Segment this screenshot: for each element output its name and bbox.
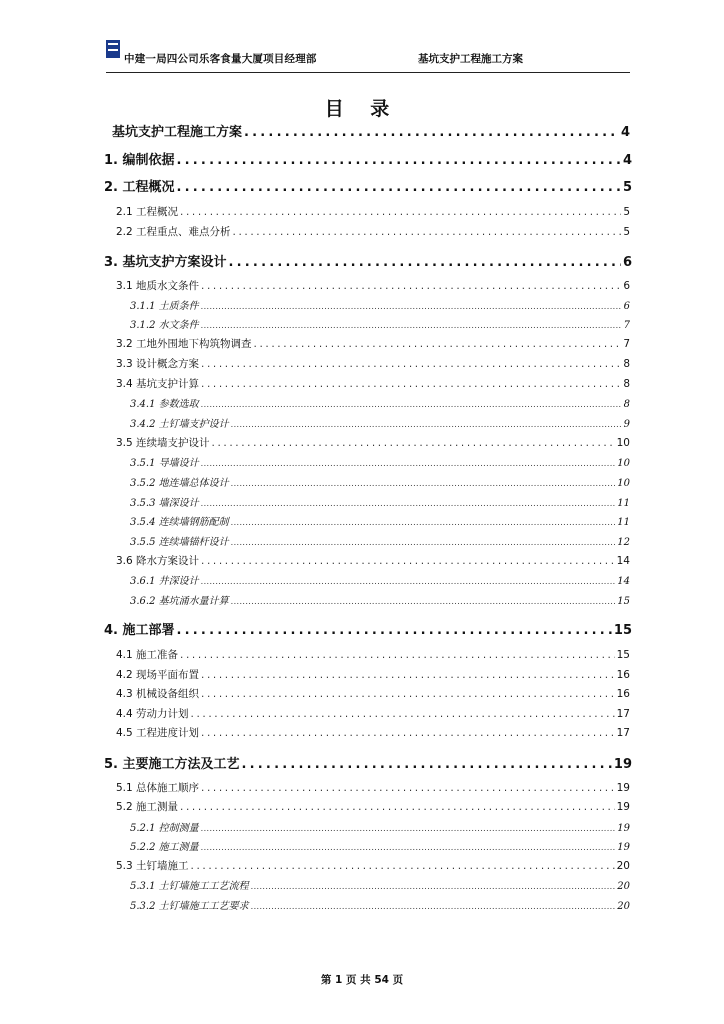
- toc-leader-dots: [177, 623, 612, 638]
- toc-entry[interactable]: [116, 204, 630, 219]
- toc-entry[interactable]: [130, 877, 630, 892]
- toc-entry-page: 5: [622, 180, 632, 195]
- toc-entry[interactable]: [116, 553, 630, 568]
- toc-entry-title: 3.2 工地外围地下构筑物调查: [116, 338, 252, 350]
- toc-entry[interactable]: [104, 251, 632, 270]
- company-logo-icon: [106, 40, 120, 58]
- toc-entry-page: 8: [623, 358, 630, 370]
- toc-entry-page: 15: [616, 649, 630, 661]
- toc-entry-title: 3.6 降水方案设计: [116, 555, 200, 567]
- toc-entry-title: 3.5.5 连续墙锚杆设计: [130, 537, 229, 548]
- toc-entry-title: 3.5.4 连续墙钢筋配制: [130, 517, 229, 528]
- toc-entry-page: 20: [617, 901, 630, 912]
- toc-entry-page: 6: [622, 255, 632, 270]
- toc-entry-title: 3.1 地质水文条件: [116, 280, 200, 292]
- toc-entry[interactable]: [104, 176, 632, 195]
- toc-leader-dots: [201, 302, 622, 311]
- toc-leader-dots: [191, 860, 615, 872]
- toc-entry[interactable]: [130, 474, 630, 489]
- toc-entry-title: 基坑支护工程施工方案: [112, 125, 243, 140]
- toc-entry-title: 2. 工程概况: [104, 180, 175, 195]
- toc-entry-title: 3.1.1 土质条件: [130, 301, 199, 312]
- toc-entry[interactable]: [116, 725, 630, 740]
- toc-entry-page: 11: [617, 517, 630, 528]
- toc-entry-page: 17: [616, 727, 630, 739]
- toc-entry-title: 3.4.1 参数选取: [130, 399, 199, 410]
- toc-leader-dots: [180, 206, 621, 218]
- toc-entry-title: 3. 基坑支护方案设计: [104, 255, 227, 270]
- toc-entry-title: 5.2 施工测量: [116, 801, 179, 813]
- toc-entry-title: 4.3 机械设备组织: [116, 688, 200, 700]
- toc-leader-dots: [177, 180, 621, 195]
- toc-entry-page: 19: [616, 782, 630, 794]
- toc-entry-title: 3.5.3 墙深设计: [130, 498, 199, 509]
- toc-leader-dots: [201, 280, 621, 292]
- toc-entry-page: 15: [613, 623, 632, 638]
- toc-entry-title: 5.2.2 施工测量: [130, 842, 199, 853]
- toc-leader-dots: [251, 902, 616, 911]
- toc-entry-title: 5.1 总体施工顺序: [116, 782, 200, 794]
- toc-entry[interactable]: [104, 753, 632, 772]
- toc-entry[interactable]: [116, 686, 630, 701]
- toc-entry-page: 19: [616, 801, 630, 813]
- toc-entry-title: 4. 施工部署: [104, 623, 175, 638]
- toc-entry-title: 5.3 土钉墙施工: [116, 860, 189, 872]
- toc-entry-title: 5. 主要施工方法及工艺: [104, 757, 240, 772]
- toc-entry-page: 10: [617, 458, 630, 469]
- toc-entry[interactable]: [116, 224, 630, 239]
- toc-entry-title: 3.1.2 水文条件: [130, 320, 199, 331]
- toc-entry[interactable]: [116, 336, 630, 351]
- toc-leader-dots: [231, 597, 616, 606]
- toc-entry-page: 7: [623, 320, 630, 331]
- toc-entry-page: 17: [616, 708, 630, 720]
- toc-leader-dots: [231, 420, 622, 429]
- toc-leader-dots: [244, 125, 619, 140]
- toc-entry-page: 4: [620, 125, 630, 140]
- toc-entry-page: 12: [617, 537, 630, 548]
- toc-entry-page: 14: [617, 576, 630, 587]
- toc-entry[interactable]: [130, 897, 630, 912]
- toc-entry-title: 4.2 现场平面布置: [116, 669, 200, 681]
- toc-leader-dots: [201, 459, 616, 468]
- toc-leader-dots: [251, 882, 616, 891]
- toc-leader-dots: [231, 538, 616, 547]
- toc-entry[interactable]: [116, 647, 630, 662]
- toc-entry-page: 5: [623, 226, 630, 238]
- toc-entry[interactable]: [130, 838, 630, 853]
- toc-entry-title: 2.2 工程重点、难点分析: [116, 226, 231, 238]
- toc-entry[interactable]: [112, 121, 630, 140]
- toc-leader-dots: [201, 669, 615, 681]
- toc-entry[interactable]: [130, 572, 630, 587]
- toc-entry[interactable]: [130, 415, 630, 430]
- toc-entry-title: 3.5 连续墙支护设计: [116, 437, 210, 449]
- toc-entry[interactable]: [104, 619, 632, 638]
- toc-entry[interactable]: [130, 819, 630, 834]
- toc-leader-dots: [201, 577, 616, 586]
- company-name: 中建一局四公司乐客食量大厦项目经理部: [124, 53, 317, 65]
- toc-entry[interactable]: [130, 592, 630, 607]
- toc-entry-title: 3.5.1 导墙设计: [130, 458, 199, 469]
- toc-leader-dots: [212, 437, 615, 449]
- toc-entry[interactable]: [130, 316, 630, 331]
- toc-leader-dots: [201, 727, 615, 739]
- toc-entry[interactable]: [130, 533, 630, 548]
- toc-entry[interactable]: [130, 297, 630, 312]
- toc-entry-title: 4.5 工程进度计划: [116, 727, 200, 739]
- toc-entry-page: 20: [616, 860, 630, 872]
- toc-entry-title: 3.5.2 地连墙总体设计: [130, 478, 229, 489]
- toc-leader-dots: [242, 757, 612, 772]
- toc-entry[interactable]: [104, 149, 632, 168]
- toc-entry-page: 10: [616, 437, 630, 449]
- toc-entry-page: 19: [617, 823, 630, 834]
- toc-entry-title: 3.3 设计概念方案: [116, 358, 200, 370]
- toc-entry-page: 9: [623, 419, 630, 430]
- toc-entry-title: 5.2.1 控制测量: [130, 823, 199, 834]
- toc-leader-dots: [229, 255, 621, 270]
- toc-leader-dots: [201, 824, 616, 833]
- toc-entry-page: 19: [613, 757, 632, 772]
- toc-entry-title: 3.4.2 土钉墙支护设计: [130, 419, 229, 430]
- toc-leader-dots: [180, 801, 615, 813]
- toc-entry[interactable]: [116, 799, 630, 814]
- toc-leader-dots: [180, 649, 615, 661]
- toc-leader-dots: [201, 499, 616, 508]
- toc-leader-dots: [177, 153, 621, 168]
- toc-leader-dots: [201, 358, 621, 370]
- toc-entry[interactable]: [130, 513, 630, 528]
- toc-entry-page: 19: [617, 842, 630, 853]
- toc-leader-dots: [191, 708, 615, 720]
- toc-leader-dots: [254, 338, 622, 350]
- toc-entry-page: 8: [623, 378, 630, 390]
- toc-entry-page: 7: [623, 338, 630, 350]
- toc-entry-title: 4.4 劳动力计划: [116, 708, 189, 720]
- toc-entry[interactable]: [116, 858, 630, 873]
- toc-entry[interactable]: [130, 395, 630, 410]
- toc-entry-page: 14: [616, 555, 630, 567]
- toc-leader-dots: [201, 378, 621, 390]
- toc-leader-dots: [201, 688, 615, 700]
- toc-entry-title: 4.1 施工准备: [116, 649, 179, 661]
- toc-entry[interactable]: [116, 376, 630, 391]
- toc-entry-page: 5: [623, 206, 630, 218]
- toc-entry-title: 3.6.1 井深设计: [130, 576, 199, 587]
- toc-entry-page: 6: [623, 301, 630, 312]
- toc-leader-dots: [231, 518, 616, 527]
- toc-entry-title: 5.3.2 土钉墙施工工艺要求: [130, 901, 249, 912]
- toc-entry[interactable]: [116, 278, 630, 293]
- toc-entry[interactable]: [116, 356, 630, 371]
- toc-entry[interactable]: [116, 780, 630, 795]
- page-header: [106, 38, 630, 73]
- header-document-title: 基坑支护工程施工方案: [418, 53, 523, 65]
- toc-entry-title: 5.3.1 土钉墙施工工艺流程: [130, 881, 249, 892]
- toc-leader-dots: [233, 226, 622, 238]
- toc-entry-page: 20: [617, 881, 630, 892]
- toc-entry-title: 2.1 工程概况: [116, 206, 179, 218]
- toc-leader-dots: [201, 400, 622, 409]
- toc-entry-title: 3.4 基坑支护计算: [116, 378, 200, 390]
- toc-entry[interactable]: [116, 667, 630, 682]
- toc-entry-page: 15: [617, 596, 630, 607]
- toc-entry-page: 10: [617, 478, 630, 489]
- toc-leader-dots: [231, 479, 616, 488]
- toc-title: 目 录: [324, 98, 400, 120]
- toc-entry-page: 16: [616, 669, 630, 681]
- toc-entry-title: 1. 编制依据: [104, 153, 175, 168]
- toc-leader-dots: [201, 843, 616, 852]
- toc-entry-page: 16: [616, 688, 630, 700]
- toc-entry[interactable]: [116, 435, 630, 450]
- toc-entry-page: 4: [622, 153, 632, 168]
- toc-entry[interactable]: [116, 706, 630, 721]
- toc-leader-dots: [201, 555, 615, 567]
- toc-entry-page: 11: [617, 498, 630, 509]
- toc-entry-page: 6: [623, 280, 630, 292]
- toc-leader-dots: [201, 782, 615, 794]
- toc-leader-dots: [201, 321, 622, 330]
- toc-entry-title: 3.6.2 基坑涌水量计算: [130, 596, 229, 607]
- page-footer: 第 1 页 共 54 页: [320, 974, 404, 986]
- toc-entry-page: 8: [623, 399, 630, 410]
- toc-entry[interactable]: [130, 494, 630, 509]
- toc-entry[interactable]: [130, 454, 630, 469]
